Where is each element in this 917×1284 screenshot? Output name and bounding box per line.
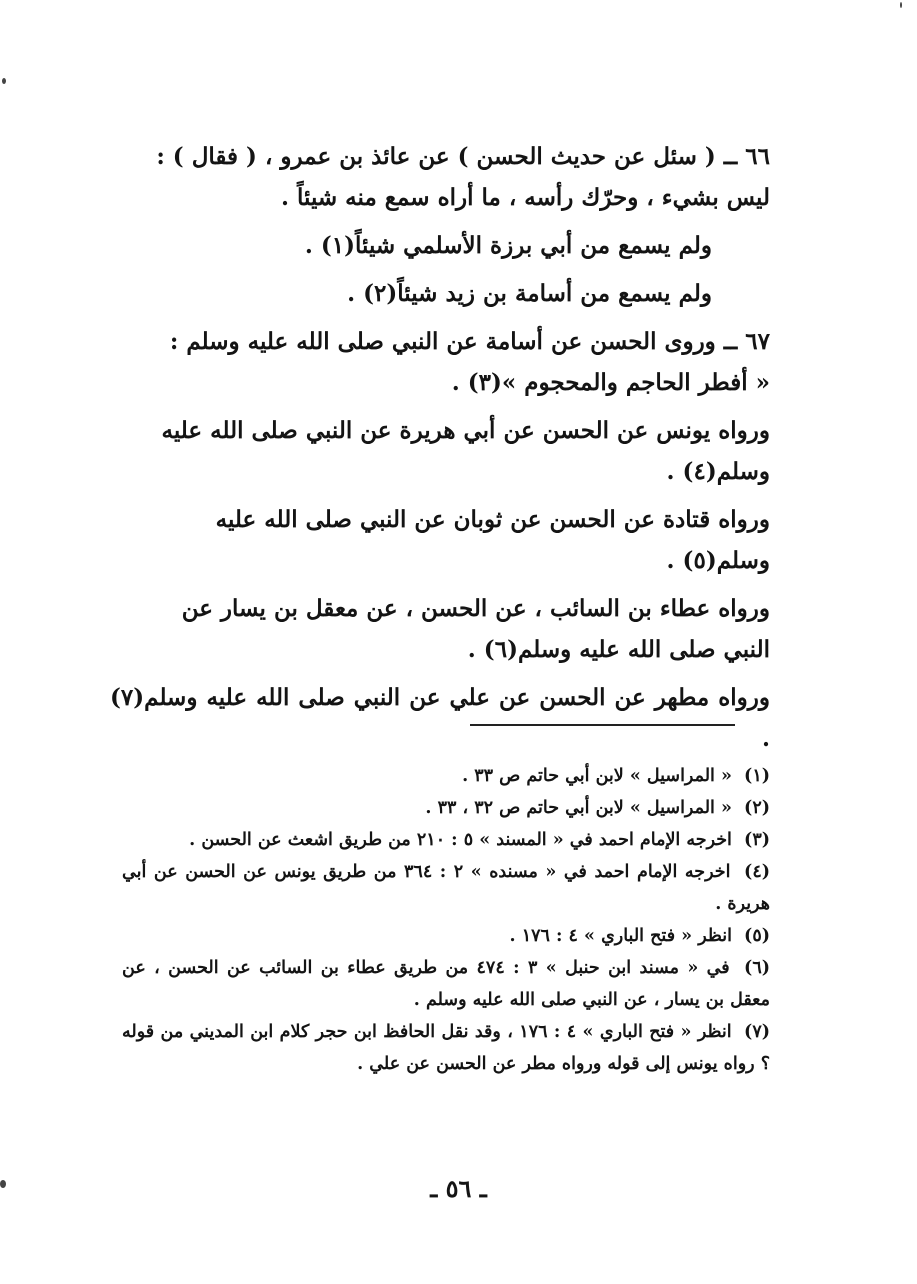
footnote-text: اخرجه الإمام احمد في « مسنده » ٢ : ٣٦٤ من طريق يونس عن الحسن عن أبي هريرة .: [122, 862, 770, 914]
footnote-7: [122, 1016, 770, 1080]
paragraph-line: وسلم(٥) .: [666, 547, 770, 574]
footnote-number: (٣): [744, 830, 770, 850]
paragraph-usama: [110, 273, 770, 314]
footnote-number: (٧): [744, 1022, 771, 1042]
scan-speck: [900, 2, 902, 8]
paragraph-line: ليس بشيء ، وحرّك رأسه ، ما أراه سمع منه شيئاً .: [280, 184, 770, 211]
footnote-number: (٢): [744, 798, 770, 818]
footnote-4: [122, 856, 770, 920]
paragraph-mutahhar: [110, 677, 770, 759]
paragraph-line: ولم يسمع من أسامة بن زيد شيئاً(٢) .: [347, 280, 712, 307]
paragraph-line: النبي صلى الله عليه وسلم(٦) .: [467, 636, 770, 663]
footnote-6: [122, 952, 770, 1016]
paragraph-line: ورواه قتادة عن الحسن عن ثوبان عن النبي صلى الله عليه: [215, 506, 770, 533]
paragraph-67: [110, 321, 770, 403]
paragraph-yunus: [110, 410, 770, 492]
footnotes: [122, 760, 770, 1080]
footnote-number: (٥): [744, 926, 770, 946]
footnote-text: في « مسند ابن حنبل » ٣ : ٤٧٤ من طريق عطاء بن السائب عن الحسن ، عن معقل بن يسار ، عن النبي صلى الله عليه وسلم .: [122, 958, 770, 1010]
footnote-text: انظر « فتح الباري » ٤ : ١٧٦ .: [509, 926, 732, 946]
paragraph-ata: [110, 588, 770, 670]
footnote-text: « المراسيل » لابن أبي حاتم ص ٣٢ ، ٣٣ .: [425, 798, 732, 818]
footnote-2: [122, 792, 770, 824]
paragraph-66: [110, 136, 770, 218]
paragraph-line: ولم يسمع من أبي برزة الأسلمي شيئاً(١) .: [304, 232, 712, 259]
paragraph-line: ٦٦ ــ ( سئل عن حديث الحسن ) عن عائذ بن عمرو ، ( فقال ) :: [156, 143, 770, 170]
footnote-text: « المراسيل » لابن أبي حاتم ص ٣٣ .: [462, 766, 732, 786]
footnote-5: [122, 920, 770, 952]
paragraph-line: وسلم(٤) .: [666, 458, 770, 485]
footnote-number: (٤): [744, 862, 770, 882]
paragraph-line: ورواه عطاء بن السائب ، عن الحسن ، عن معقل بن يسار عن: [181, 595, 770, 622]
paragraph-barzah: [110, 225, 770, 266]
footnote-text: انظر « فتح الباري » ٤ : ١٧٦ ، وقد نقل الحافظ ابن حجر كلام ابن المديني من قوله ؟ رواه يونس إلى قوله ورواه مطر عن الحسن عن علي .: [122, 1022, 770, 1074]
paragraph-qatada: [110, 499, 770, 581]
page-number: ـ ٥٦ ـ: [430, 1174, 487, 1203]
scan-speck: [0, 1180, 6, 1188]
paragraph-line: ٦٧ ــ وروى الحسن عن أسامة عن النبي صلى الله عليه وسلم :: [169, 328, 770, 355]
footnote-text: اخرجه الإمام احمد في « المسند » ٥ : ٢١٠ من طريق اشعث عن الحسن .: [189, 830, 732, 850]
footnote-1: [122, 760, 770, 792]
footnote-divider: [470, 724, 735, 726]
footnote-number: (١): [744, 766, 770, 786]
main-text: [110, 136, 770, 766]
paragraph-line: « أفطر الحاجم والمحجوم »(٣) .: [451, 369, 770, 396]
footnote-3: [122, 824, 770, 856]
footnote-number: (٦): [744, 958, 770, 978]
paragraph-line: ورواه مطهر عن الحسن عن علي عن النبي صلى الله عليه وسلم(٧) .: [110, 684, 770, 752]
paragraph-line: ورواه يونس عن الحسن عن أبي هريرة عن النبي صلى الله عليه: [161, 417, 770, 444]
scan-speck: [2, 78, 6, 84]
